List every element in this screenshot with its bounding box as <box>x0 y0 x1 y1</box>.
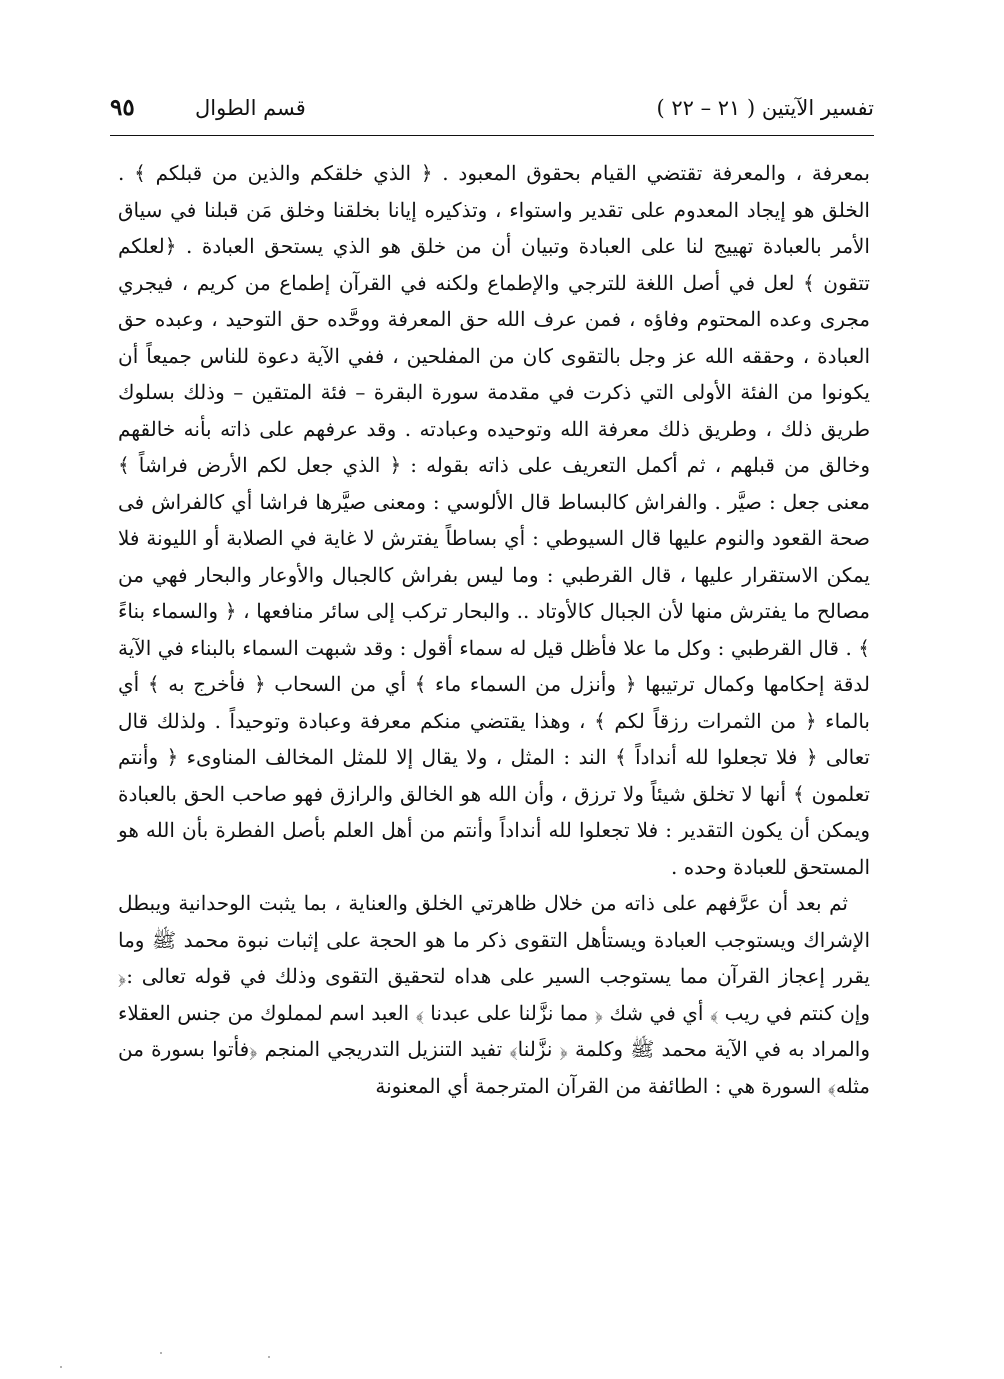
paragraph-1: بمعرفة ، والمعرفة تقتضي القيام بحقوق المعبود . ﴿ الذي خلقكم والذين من قبلكم ﴾ . الخلق هو إيجاد المعدوم على تقدير واستواء ، وتذكيره إيانا بخلقنا وخلق مَن قبلنا في سياق الأمر بالعبادة تهييج لنا على العبادة وتبيان أن من خلق هو الذي يستحق العبادة . ﴿لعلكم تتقون ﴾ لعل في أصل اللغة للترجي والإطماع ولكنه في القرآن إطماع من كريم ، فيجري مجرى وعده المحتوم وفاؤه ، فمن عرف الله حق المعرفة ووحَّده حق التوحيد ، وعبده حق العبادة ، وحققه الله عز وجل بالتقوى كان من المفلحين ، ففي الآية دعوة للناس جميعاً أن يكونوا من الفئة الأولى التي ذكرت في مقدمة سورة البقرة – فئة المتقين – وذلك بسلوك طريق ذلك ، وطريق ذلك معرفة الله وتوحيده وعبادته . وقد عرفهم على ذاته بأنه خالقهم وخالق من قبلهم ، ثم أكمل التعريف على ذاته بقوله : ﴿ الذي جعل لكم الأرض فراشاً ﴾ معنى جعل : صيَّر . والفراش كالبساط قال الألوسي : ومعنى صيَّرها فراشا أي كالفراش فى صحة القعود والنوم عليها قال السيوطي : أي بساطاً يفترش لا غاية في الصلابة أو الليونة فلا يمكن الاستقرار عليها ، قال القرطبي : وما ليس بفراش كالجبال والأوعار والبحار فهي من مصالح ما يفترش منها لأن الجبال كالأوتاد .. والبحار تركب إلى سائر منافعها ، ﴿ والسماء بناءً ﴾ . قال القرطبي : وكل ما علا فأظل قيل له سماء أقول : وقد شبهت السماء بالبناء في الآية لدقة إحكامها وكمال ترتيبها ﴿ وأنزل من السماء ماء ﴾ أي من السحاب ﴿ فأخرج به ﴾ أي بالماء ﴿ من الثمرات رزقاً لكم ﴾ ، وهذا يقتضي منكم معرفة وعبادة وتوحيداً . ولذلك قال تعالى ﴿ فلا تجعلوا لله أنداداً ﴾ الند : المثل ، ولا يقال إلا للمثل المخالف المناوىء ﴿ وأنتم تعلمون ﴾ أنها لا تخلق شيئاً ولا ترزق ، وأن الله هو الخالق والرازق فهو صاحب الحق بالعبادة ويمكن أن يكون التقدير : فلا تجعلوا لله أنداداً وأنتم من أهل العلم بأصل الفطرة بأن الله هو المستحق للعبادة وحده . <box>118 161 871 879</box>
scan-speck <box>60 1366 62 1368</box>
scan-speck <box>160 1352 162 1354</box>
body-text <box>118 155 870 1104</box>
header-section: قسم الطوال <box>195 96 306 120</box>
header-rule <box>110 135 874 136</box>
header-title: تفسير الآيتين ( ٢١ – ٢٢ ) <box>656 96 874 120</box>
paragraph-2: ثم بعد أن عرَّفهم على ذاته من خلال ظاهرتي الخلق والعناية ، بما يثبت الوحدانية ويبطل الإشراك ويستوجب العبادة ويستأهل التقوى ذكر ما هو الحجة على إثبات نبوة محمد ﷺ وما يقرر إعجاز القرآن مما يستوجب السير على هداه لتحقيق التقوى وذلك في قوله تعالى :﴿ وإن كنتم في ريب ﴾ أي في شك ﴿ مما نزَّلنا على عبدنا ﴾ العبد اسم لمملوك من جنس العقلاء والمراد به في الآية محمد ﷺ وكلمة ﴿ نزَّلنا﴾ تفيد التنزيل التدريجي المنجم ﴿فأتوا بسورة من مثله﴾ السورة هي : الطائفة من القرآن المترجمة أي المعنونة <box>118 891 871 1098</box>
scan-speck <box>268 1356 270 1358</box>
running-header <box>110 88 874 128</box>
page-number: ٩٥ <box>110 94 135 121</box>
